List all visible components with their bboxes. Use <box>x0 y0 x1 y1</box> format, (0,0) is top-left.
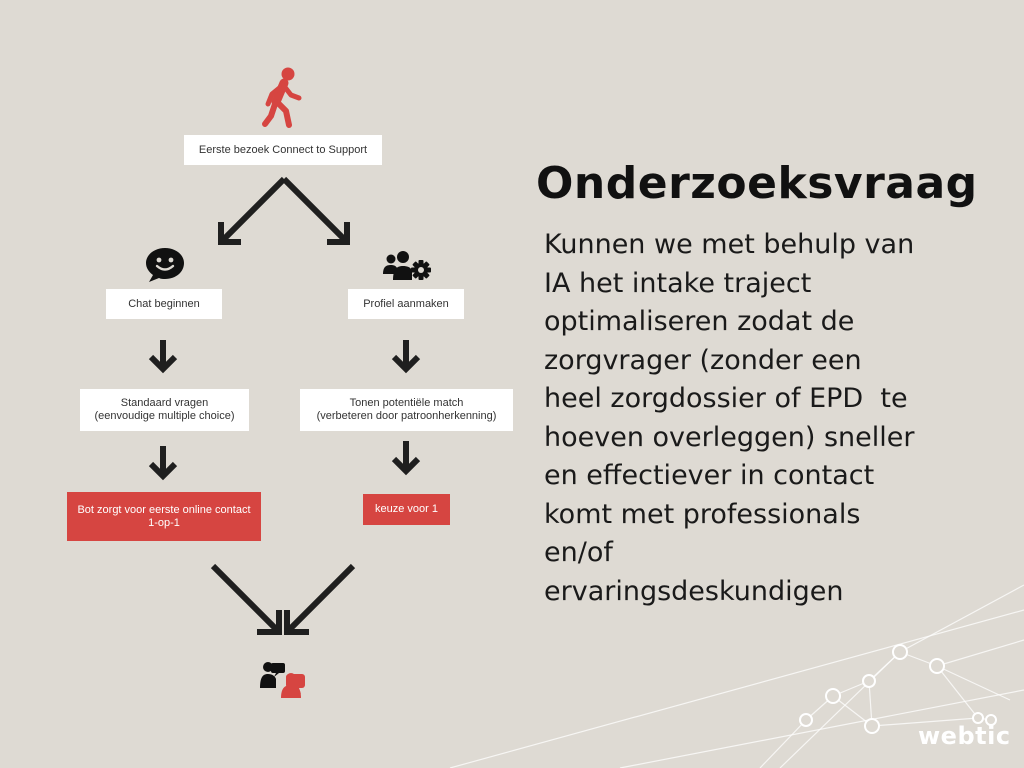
research-line: heel zorgdossier of EPD te <box>544 383 908 414</box>
arrow-left-down-1 <box>151 340 175 369</box>
standard-questions-label: Standaard vragen <box>120 397 209 409</box>
users-gear-icon <box>382 250 432 282</box>
chat-smiley-icon <box>144 246 186 284</box>
potential-match-node <box>300 389 513 431</box>
choice-node <box>363 494 450 525</box>
arrow-right-down-2 <box>394 441 418 471</box>
research-line: zorgvrager (zonder een <box>544 344 862 376</box>
bot-contact-label: Bot zorgt voor eerste online contact <box>77 503 251 516</box>
research-line: komt met professionals <box>544 498 861 530</box>
arrow-right-to-end <box>287 566 353 632</box>
arrow-start-to-left <box>221 179 284 242</box>
arrow-left-down-2 <box>151 446 175 476</box>
people-conversation-icon <box>259 660 307 700</box>
research-line: Kunnen we met behulp van <box>544 229 915 260</box>
research-line: IA het intake traject <box>544 267 812 299</box>
start-label: Eerste bezoek Connect to Support <box>198 143 368 156</box>
research-line: ervaringsdeskundigen <box>544 575 844 607</box>
potential-match-sublabel: (verbeteren door patroonherkenning) <box>316 410 497 422</box>
research-line: en effectiever in contact <box>544 460 875 491</box>
chat-start-node <box>106 289 222 319</box>
research-title: Onderzoeksvraag <box>536 158 978 209</box>
webtic-logo: webtic <box>918 722 1011 750</box>
research-question <box>544 226 1014 611</box>
chat-start-label: Chat beginnen <box>128 297 200 310</box>
profile-create-node <box>348 289 464 319</box>
walking-person-icon <box>262 66 304 128</box>
profile-create-label: Profiel aanmaken <box>363 297 449 310</box>
bot-contact-node <box>67 492 261 541</box>
standard-questions-sublabel: (eenvoudige multiple choice) <box>94 410 235 422</box>
research-line: hoeven overleggen) sneller <box>544 421 915 453</box>
arrow-left-to-end <box>213 566 279 632</box>
arrow-right-down-1 <box>394 340 418 369</box>
research-line: en/of <box>544 537 613 568</box>
start-node <box>184 135 382 165</box>
standard-questions-node <box>80 389 249 431</box>
choice-label: keuze voor 1 <box>375 503 438 515</box>
bot-contact-sublabel: 1-op-1 <box>148 516 180 529</box>
potential-match-label: Tonen potentiële match <box>349 397 464 409</box>
research-line: optimaliseren zodat de <box>544 306 855 337</box>
arrow-start-to-right <box>284 179 347 242</box>
